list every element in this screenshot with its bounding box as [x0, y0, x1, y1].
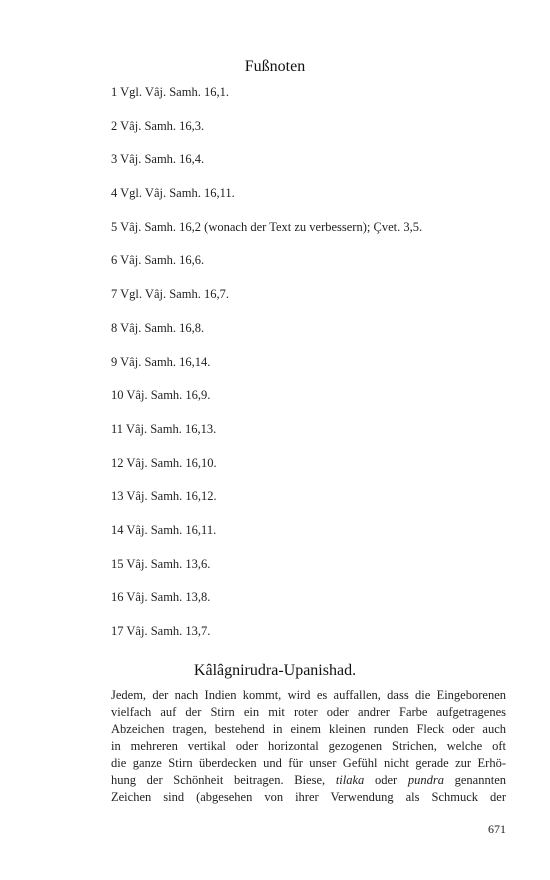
section-heading: Kâlâgnirudra-Upanishad. — [193, 662, 357, 679]
body-line: in mehreren vertikal oder horizontal gezogenen Strichen, welche oft — [111, 739, 506, 753]
body-line: Zeichen sind (abgesehen von ihrer Verwendung als Schmuck der — [111, 790, 506, 804]
footnote: 8 Vâj. Samh. 16,8. — [111, 320, 205, 335]
footnote: 11 Vâj. Samh. 16,13. — [111, 421, 217, 436]
footnote: 3 Vâj. Samh. 16,4. — [111, 152, 205, 167]
body-line: Abzeichen tragen, bestehend in einem kleinen runden Fleck oder auch — [111, 722, 506, 736]
footnote: 15 Vâj. Samh. 13,6. — [111, 556, 211, 571]
footnotes-heading: Fußnoten — [244, 58, 306, 75]
footnote: 13 Vâj. Samh. 16,12. — [111, 489, 217, 504]
footnote: 5 Vâj. Samh. 16,2 (wonach der Text zu verbessern); Çvet. 3,5. — [111, 219, 423, 234]
footnote: 1 Vgl. Vâj. Samh. 16,1. — [111, 85, 229, 99]
page-number: 671 — [488, 822, 506, 836]
body-line: Jedem, der nach Indien kommt, wird es auffallen, dass die Eingeborenen — [111, 688, 506, 702]
body-line — [111, 772, 506, 789]
body-line: die ganze Stirn überdecken und für unser Gefühl nicht gerade zur Erhö- — [111, 756, 506, 770]
footnote: 2 Vâj. Samh. 16,3. — [111, 118, 205, 133]
footnote: 4 Vgl. Vâj. Samh. 16,11. — [111, 186, 235, 201]
footnote: 7 Vgl. Vâj. Samh. 16,7. — [111, 287, 229, 302]
footnote: 16 Vâj. Samh. 13,8. — [111, 590, 211, 605]
footnote: 6 Vâj. Samh. 16,6. — [111, 253, 205, 268]
footnote: 10 Vâj. Samh. 16,9. — [111, 388, 211, 403]
body-paragraph — [111, 687, 506, 806]
emphasis-term: tilaka — [335, 773, 365, 787]
body-text-segment: oder — [364, 773, 408, 787]
emphasis-term: pundra — [407, 773, 444, 787]
footnote: 12 Vâj. Samh. 16,10. — [111, 455, 217, 470]
body-text-segment: hung der Schönheit beitragen. Biese, — [111, 773, 336, 787]
footnote: 14 Vâj. Samh. 16,11. — [111, 522, 217, 537]
footnote: 9 Vâj. Samh. 16,14. — [111, 354, 211, 369]
footnotes-list — [111, 84, 511, 657]
footnote: 17 Vâj. Samh. 13,7. — [111, 624, 211, 638]
body-line: vielfach auf der Stirn ein mit roter oder andrer Farbe aufgetragenes — [111, 705, 506, 719]
body-text-segment: genannten — [443, 773, 506, 787]
